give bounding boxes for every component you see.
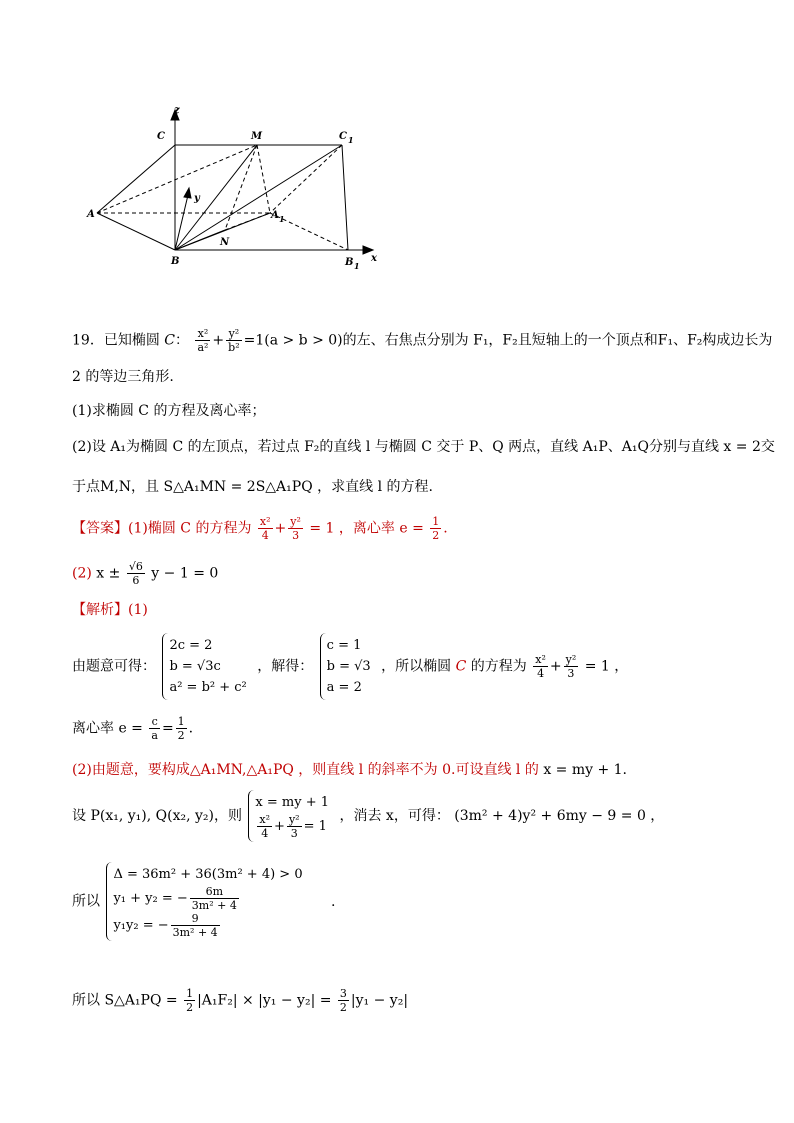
- label-B1: B: [345, 257, 354, 268]
- system-3: x = my + 1 $\frac{\text{x²}}{4}$ + $\frac{\text{y²}}{3}$ = 1: [248, 790, 329, 842]
- label-C: C: [157, 131, 165, 142]
- geometry-figure: [80, 100, 390, 275]
- label-z: z: [174, 105, 180, 116]
- analysis-part-2-intro: (2)由题意，要构成△A₁MN,△A₁PQ ，则直线 l 的斜率不为 0.可设直线 l 的 x = my + 1.: [72, 762, 628, 778]
- analysis-vieta-line: 所以 Δ = 36m² + 36(3m² + 4) > 0 y₁ + y₂ = − $\frac{6m}{\text{3m² + 4}}$ y₁y₂ = − $\frac{9}{\text{3m² + 4}}$ .: [72, 862, 336, 941]
- ellipse-y-term: $\frac{\text{y²}}{\text{b²}}$: [228, 327, 240, 354]
- answer-part-1: 【答案】(1)椭圆 C 的方程为 $\frac{\text{x²}}{4}$ + $\frac{\text{y²}}{3}$ = 1 ，离心率 e = $\frac{1}{2}$ .: [72, 515, 448, 542]
- label-N: N: [220, 237, 230, 248]
- label-B: B: [171, 256, 180, 267]
- problem-line-1: 19．已知椭圆 C： $\frac{\text{x²}}{\text{a²}}$ + $\frac{\text{y²}}{\text{b²}}$ =1(a > b > 0)的左、右焦点分别为 F₁，F₂且短轴上的一个顶点和F₁、F₂构成边长为: [72, 327, 773, 354]
- label-B1-sub: 1: [354, 261, 360, 271]
- ellipse-x-term: $\frac{\text{x²}}{\text{a²}}$: [197, 327, 209, 354]
- problem-number: 19．已知椭圆: [72, 332, 160, 349]
- answer-label: 【答案】: [72, 520, 128, 537]
- problem-part-2-line-1: (2)设 A₁为椭圆 C 的左顶点，若过点 F₂的直线 l 与椭圆 C 交于 P、Q 两点，直线 A₁P、A₁Q分别与直线 x = 2交: [72, 439, 775, 455]
- system-2: c = 1 b = √3 a = 2: [320, 633, 371, 700]
- analysis-eccentricity: 离心率 e = $\frac{c}{a}$ = $\frac{1}{2}$ .: [72, 715, 194, 742]
- problem-line-1-tail: 的左、右焦点分别为 F₁，F₂且短轴上的一个顶点和F₁、F₂构成边长为: [342, 332, 773, 349]
- answer-part-2: (2) x ± $\frac{√6}{6}$ y − 1 = 0: [72, 560, 219, 587]
- analysis-area-line: 所以 S△A₁PQ = $\frac{1}{2}$ |A₁F₂| × |y₁ − y₂| = $\frac{3}{2}$ |y₁ − y₂|: [72, 987, 409, 1014]
- problem-line-2: 2 的等边三角形.: [72, 369, 174, 385]
- label-C1: C: [339, 131, 347, 142]
- label-A1: A: [271, 210, 279, 221]
- problem-part-2-line-2: 于点M,N，且 S△A₁MN = 2S△A₁PQ ，求直线 l 的方程.: [72, 479, 433, 495]
- system-4: Δ = 36m² + 36(3m² + 4) > 0 y₁ + y₂ = − $\frac{6m}{\text{3m² + 4}}$ y₁y₂ = − $\frac{9}{\text{3m² + 4}}$: [106, 862, 302, 941]
- analysis-label: 【解析】(1): [72, 602, 148, 618]
- system-1: 2c = 2 b = √3c a² = b² + c²: [162, 633, 246, 700]
- label-M: M: [251, 131, 263, 142]
- label-A: A: [87, 209, 95, 220]
- problem-part-1: (1)求椭圆 C 的方程及离心率；: [72, 403, 266, 419]
- analysis-substitution-line: 设 P(x₁, y₁), Q(x₂, y₂)，则 x = my + 1 $\frac{\text{x²}}{4}$ + $\frac{\text{y²}}{3}$ = 1 ，消去 x，可得： (3m² + 4)y² + 6my − 9 = 0 ，: [72, 790, 664, 842]
- label-A1-sub: 1: [279, 214, 285, 224]
- analysis-system-line: 由题意可得： 2c = 2 b = √3c a² = b² + c² ，解得： c = 1 b = √3 a = 2 ，所以椭圆 C 的方程为 $\frac{\text{x²}}{4}$ + $\frac{\text{y²}}{3}$ = 1 ，: [72, 633, 628, 700]
- label-x: x: [371, 253, 377, 264]
- label-C1-sub: 1: [348, 135, 354, 145]
- label-y: y: [194, 193, 200, 204]
